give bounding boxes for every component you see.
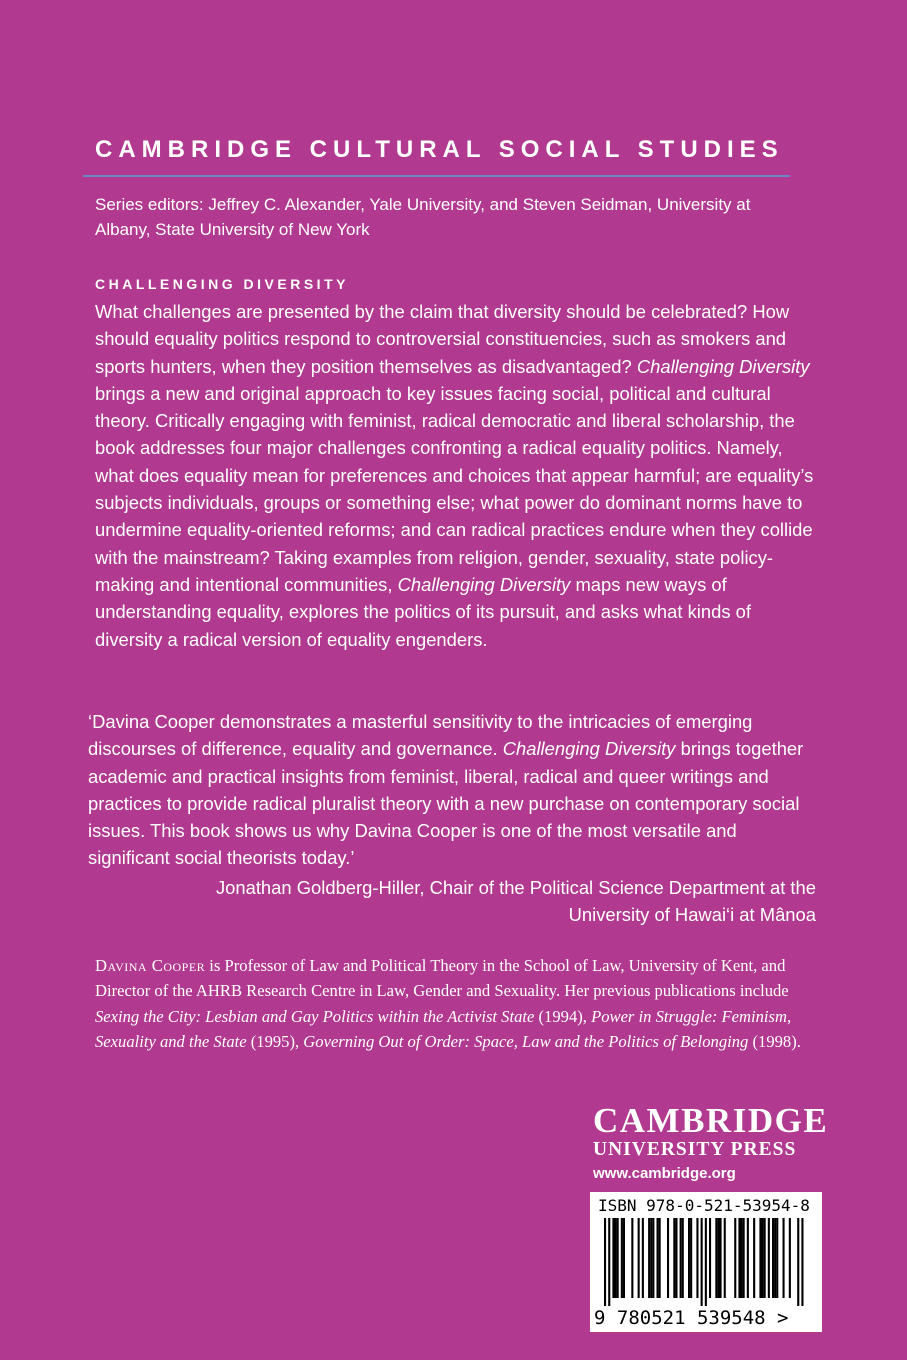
barcode-bar — [734, 1218, 736, 1298]
barcode-bar — [690, 1218, 692, 1298]
bio-text: (1995), — [246, 1031, 304, 1051]
publisher-subtitle: UNIVERSITY PRESS — [593, 1139, 797, 1160]
blurb-book-title: Challenging Diversity — [397, 573, 571, 595]
book-title: CHALLENGING DIVERSITY — [95, 276, 349, 292]
barcode-bar — [709, 1218, 711, 1298]
publisher-url[interactable]: www.cambridge.org — [593, 1165, 736, 1182]
barcode-bar — [642, 1218, 644, 1298]
publisher-logo — [593, 1101, 829, 1182]
barcode-bar — [764, 1218, 766, 1298]
barcode-bar — [783, 1218, 785, 1298]
barcode-bar — [631, 1218, 633, 1298]
barcode-bar — [776, 1218, 778, 1298]
barcode-bar — [657, 1218, 659, 1298]
bio-work-title: Governing Out of Order: Space, Law and the Politics of Belonging — [303, 1031, 749, 1051]
barcode-bar — [673, 1218, 675, 1298]
book-blurb — [95, 298, 815, 653]
barcode-bar — [667, 1218, 669, 1298]
barcode-bar — [680, 1218, 682, 1298]
barcode-bar — [604, 1218, 606, 1306]
bio-text: (1998). — [748, 1031, 801, 1051]
review-attribution — [120, 874, 816, 929]
review-quote — [88, 708, 818, 872]
attribution-line: University of Hawai‘i at Mânoa — [568, 904, 816, 926]
series-editors: Series editors: Jeffrey C. Alexander, Yale University, and Steven Seidman, University at Albany, State University of New York — [95, 195, 751, 239]
barcode-bar — [688, 1218, 690, 1298]
bio-text: is Professor of Law and Political Theory in the School of Law, University of Kent, and Director of the AHRB Research Centre in Law, Gender and Sexuality. Her previous publications include — [95, 956, 789, 1001]
quote-text: brings together academic and practical insights from feminist, liberal, radical and queer writings and practices to provide radical pluralist theory with a new purchase on contemporary social issues. This book shows us why Davina Cooper is one of the most versatile and significant social theorists today.’ — [88, 738, 804, 869]
barcode-bar — [705, 1218, 707, 1306]
barcode-bar — [615, 1218, 617, 1298]
bio-work-title: Power in Struggle: Feminism, Sexuality and the State — [95, 1006, 792, 1051]
barcode-bar — [738, 1218, 740, 1298]
quote-book-title: Challenging Diversity — [502, 738, 676, 760]
barcode-bar — [696, 1218, 698, 1298]
barcode-bar — [675, 1218, 677, 1298]
barcode-bar — [623, 1218, 625, 1298]
barcode-panel — [590, 1192, 822, 1332]
barcode-bar — [768, 1218, 770, 1298]
barcode-bar — [789, 1218, 791, 1298]
barcode-bar — [617, 1218, 619, 1298]
barcode-bar — [743, 1218, 745, 1298]
barcode-icon — [604, 1218, 809, 1306]
barcode-bar — [715, 1218, 717, 1298]
barcode-bar — [701, 1218, 703, 1306]
barcode-bar — [797, 1218, 799, 1306]
author-name: Davina Cooper — [95, 956, 206, 975]
barcode-bar — [659, 1218, 661, 1298]
barcode-bar — [682, 1218, 684, 1298]
bio-work-title: Sexing the City: Lesbian and Gay Politics within the Activist State — [95, 1006, 535, 1026]
barcode-bar — [650, 1218, 652, 1298]
blurb-text: brings a new and original approach to key issues facing social, political and cultural theory. Critically engaging with feminist, radical democratic and liberal scholarship, the book addresses four major challenges confronting a radical equality politics. Namely, what does equality mean for preferences and choices that appear harmful; are equality’s subjects individuals, groups or something else; what power do dominant norms have to undermine equality-oriented reforms; and can radical practices endure when they collide with the mainstream? Taking examples from religion, gender, sexuality, state policy-making and intentional communities, — [95, 382, 814, 595]
blurb-book-title: Challenging Diversity — [636, 355, 810, 377]
barcode-bar — [621, 1218, 623, 1298]
barcode-bar — [652, 1218, 654, 1298]
author-bio — [95, 953, 815, 1054]
barcode-bar — [801, 1218, 803, 1306]
publisher-name: CAMBRIDGE — [593, 1101, 829, 1140]
barcode-bar — [638, 1218, 640, 1298]
barcode-bar — [720, 1218, 722, 1298]
isbn-label: ISBN 978-0-521-53954-8 — [598, 1196, 810, 1215]
series-title: CAMBRIDGE CULTURAL SOCIAL STUDIES — [95, 136, 784, 163]
blurb-text: What challenges are presented by the claim that diversity should be celebrated? How should equality politics respond to controversial constituencies, such as smokers and sports hunters, when they position themselves as disadvantaged? — [95, 301, 790, 377]
barcode-bar — [747, 1218, 749, 1298]
barcode-bar — [772, 1218, 774, 1298]
barcode-bar — [762, 1218, 764, 1298]
barcode-bar — [608, 1218, 610, 1306]
barcode-bar — [774, 1218, 776, 1298]
blurb-text: maps new ways of understanding equality, explores the politics of its pursuit, and asks what kinds of diversity a radical version of equality engenders. — [95, 573, 751, 650]
attribution-line: Jonathan Goldberg-Hiller, Chair of the Political Science Department at the — [215, 877, 816, 898]
barcode-bar — [612, 1218, 614, 1298]
bio-text: (1994), — [534, 1006, 592, 1026]
quote-text: ‘Davina Cooper demonstrates a masterful sensitivity to the intricacies of emerging discourses of difference, equality and governance. — [88, 711, 753, 760]
barcode-bar — [648, 1218, 650, 1298]
barcode-bar — [759, 1218, 761, 1298]
barcode-bar — [717, 1218, 719, 1298]
barcode-bar — [753, 1218, 755, 1298]
series-divider — [83, 175, 790, 177]
barcode-bar — [724, 1218, 726, 1298]
barcode-digits: 9 780521 539548 > — [594, 1307, 789, 1329]
barcode-bar — [741, 1218, 743, 1298]
